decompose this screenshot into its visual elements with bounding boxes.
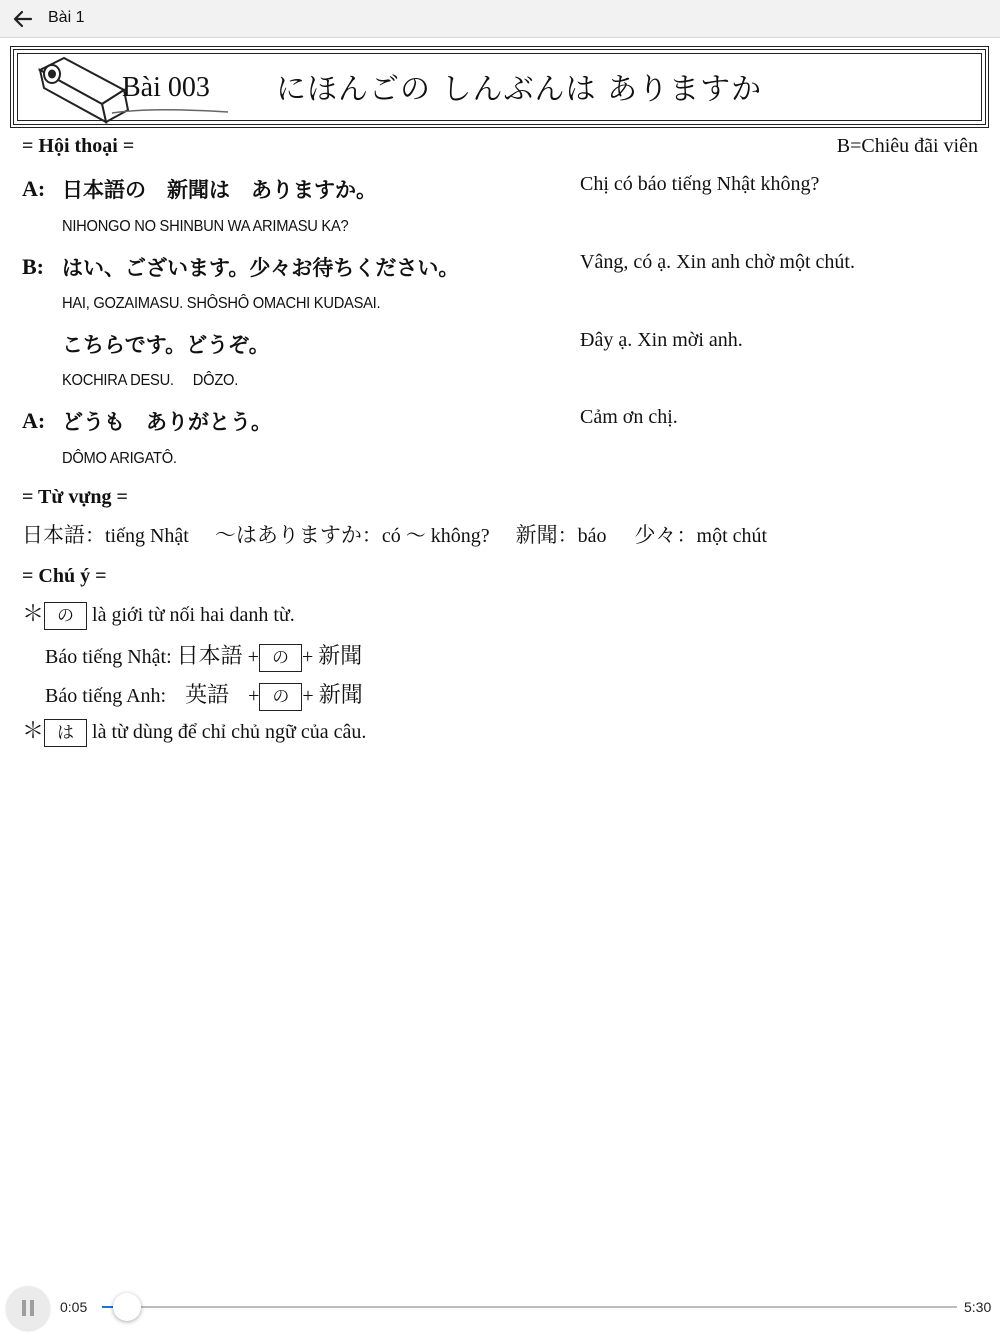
dialogue-romaji: KOCHIRA DESU. DÔZO. <box>62 372 239 389</box>
note-text: là từ dùng để chỉ chủ ngữ của câu. <box>92 721 367 743</box>
seek-thumb[interactable] <box>113 1293 141 1321</box>
note-particle-no <box>22 597 295 630</box>
dialogue-heading: = Hội thoại = <box>22 135 135 157</box>
lesson-number: Bài 003 <box>122 72 210 103</box>
vocab-meaning: ：tiếng Nhật <box>85 525 189 547</box>
vocab-meaning: ：có ～ không? <box>361 525 490 547</box>
speaker-label: A: <box>22 408 46 433</box>
app-bar <box>0 0 1000 38</box>
vocab-meaning: ：một chút <box>676 525 768 547</box>
speaker-label: A: <box>22 176 46 201</box>
example-label: Báo tiếng Nhật: <box>45 646 172 668</box>
particle-box: の <box>259 644 302 672</box>
vocab-term: 日本語 <box>22 523 85 547</box>
example-noun: 新聞 <box>318 683 363 708</box>
elapsed-time: 0:05 <box>60 1299 88 1315</box>
plus-sign: + <box>247 646 259 668</box>
audio-player <box>0 1284 1000 1334</box>
dialogue-japanese: はい、ございます。少々お待ちください。 <box>62 256 460 280</box>
note-text: là giới từ nối hai danh từ. <box>92 604 295 626</box>
arrow-left-icon <box>10 6 36 32</box>
vocab-term: ～はありますか <box>214 523 362 547</box>
dialogue-translation: Chị có báo tiếng Nhật không? <box>580 173 820 195</box>
pause-icon <box>6 1286 50 1330</box>
app-bar-title: Bài 1 <box>48 9 85 26</box>
total-duration: 5:30 <box>964 1299 992 1315</box>
dialogue-japanese: こちらです。どうぞ。 <box>62 333 270 357</box>
vocab-heading: = Từ vựng = <box>22 486 128 508</box>
example-english-newspaper <box>45 678 363 711</box>
lesson-title: にほんごの しんぶんは ありますか <box>276 72 763 107</box>
example-noun: 新聞 <box>318 644 363 669</box>
example-japanese-newspaper <box>45 639 362 672</box>
lesson-title-box <box>10 46 989 128</box>
vocab-list <box>22 519 767 549</box>
back-button[interactable] <box>10 6 36 32</box>
example-word: 英語 <box>185 683 230 708</box>
notes-heading: = Chú ý = <box>22 565 107 587</box>
lesson-underline <box>110 106 230 116</box>
dialogue-translation: Đây ạ. Xin mời anh. <box>580 329 743 351</box>
dialogue-romaji: NIHONGO NO SHINBUN WA ARIMASU KA? <box>62 218 349 235</box>
vocab-term: 新聞 <box>515 523 558 547</box>
lesson-page <box>0 39 1000 1279</box>
plus-sign: + <box>301 646 314 668</box>
dialogue-romaji: DÔMO ARIGATÔ. <box>62 450 177 467</box>
example-label: Báo tiếng Anh: <box>45 685 167 707</box>
example-word: 日本語 <box>176 644 243 669</box>
play-pause-button[interactable] <box>6 1286 50 1330</box>
vocab-term: 少々 <box>634 523 677 547</box>
dialogue-translation: Cảm ơn chị. <box>580 406 678 428</box>
dialogue-japanese: 日本語の 新聞は ありますか。 <box>62 178 377 202</box>
note-particle-wa <box>22 714 366 747</box>
vocab-meaning: ：báo <box>557 525 607 547</box>
plus-sign: + <box>248 685 260 707</box>
dialogue-japanese: どうも ありがとう。 <box>62 410 272 434</box>
particle-box: の <box>44 602 87 630</box>
dialogue-translation: Vâng, có ạ. Xin anh chờ một chút. <box>580 251 855 273</box>
plus-sign: + <box>302 685 314 707</box>
role-note: B=Chiêu đãi viên <box>836 135 978 157</box>
dialogue-romaji: HAI, GOZAIMASU. SHÔSHÔ OMACHI KUDASAI. <box>62 295 381 312</box>
seek-bar[interactable] <box>102 1306 957 1308</box>
particle-box: の <box>259 683 302 711</box>
asterisk-icon: ＊ <box>22 602 45 627</box>
asterisk-icon: ＊ <box>22 719 45 744</box>
particle-box: は <box>44 719 87 747</box>
speaker-label: B: <box>22 254 44 279</box>
